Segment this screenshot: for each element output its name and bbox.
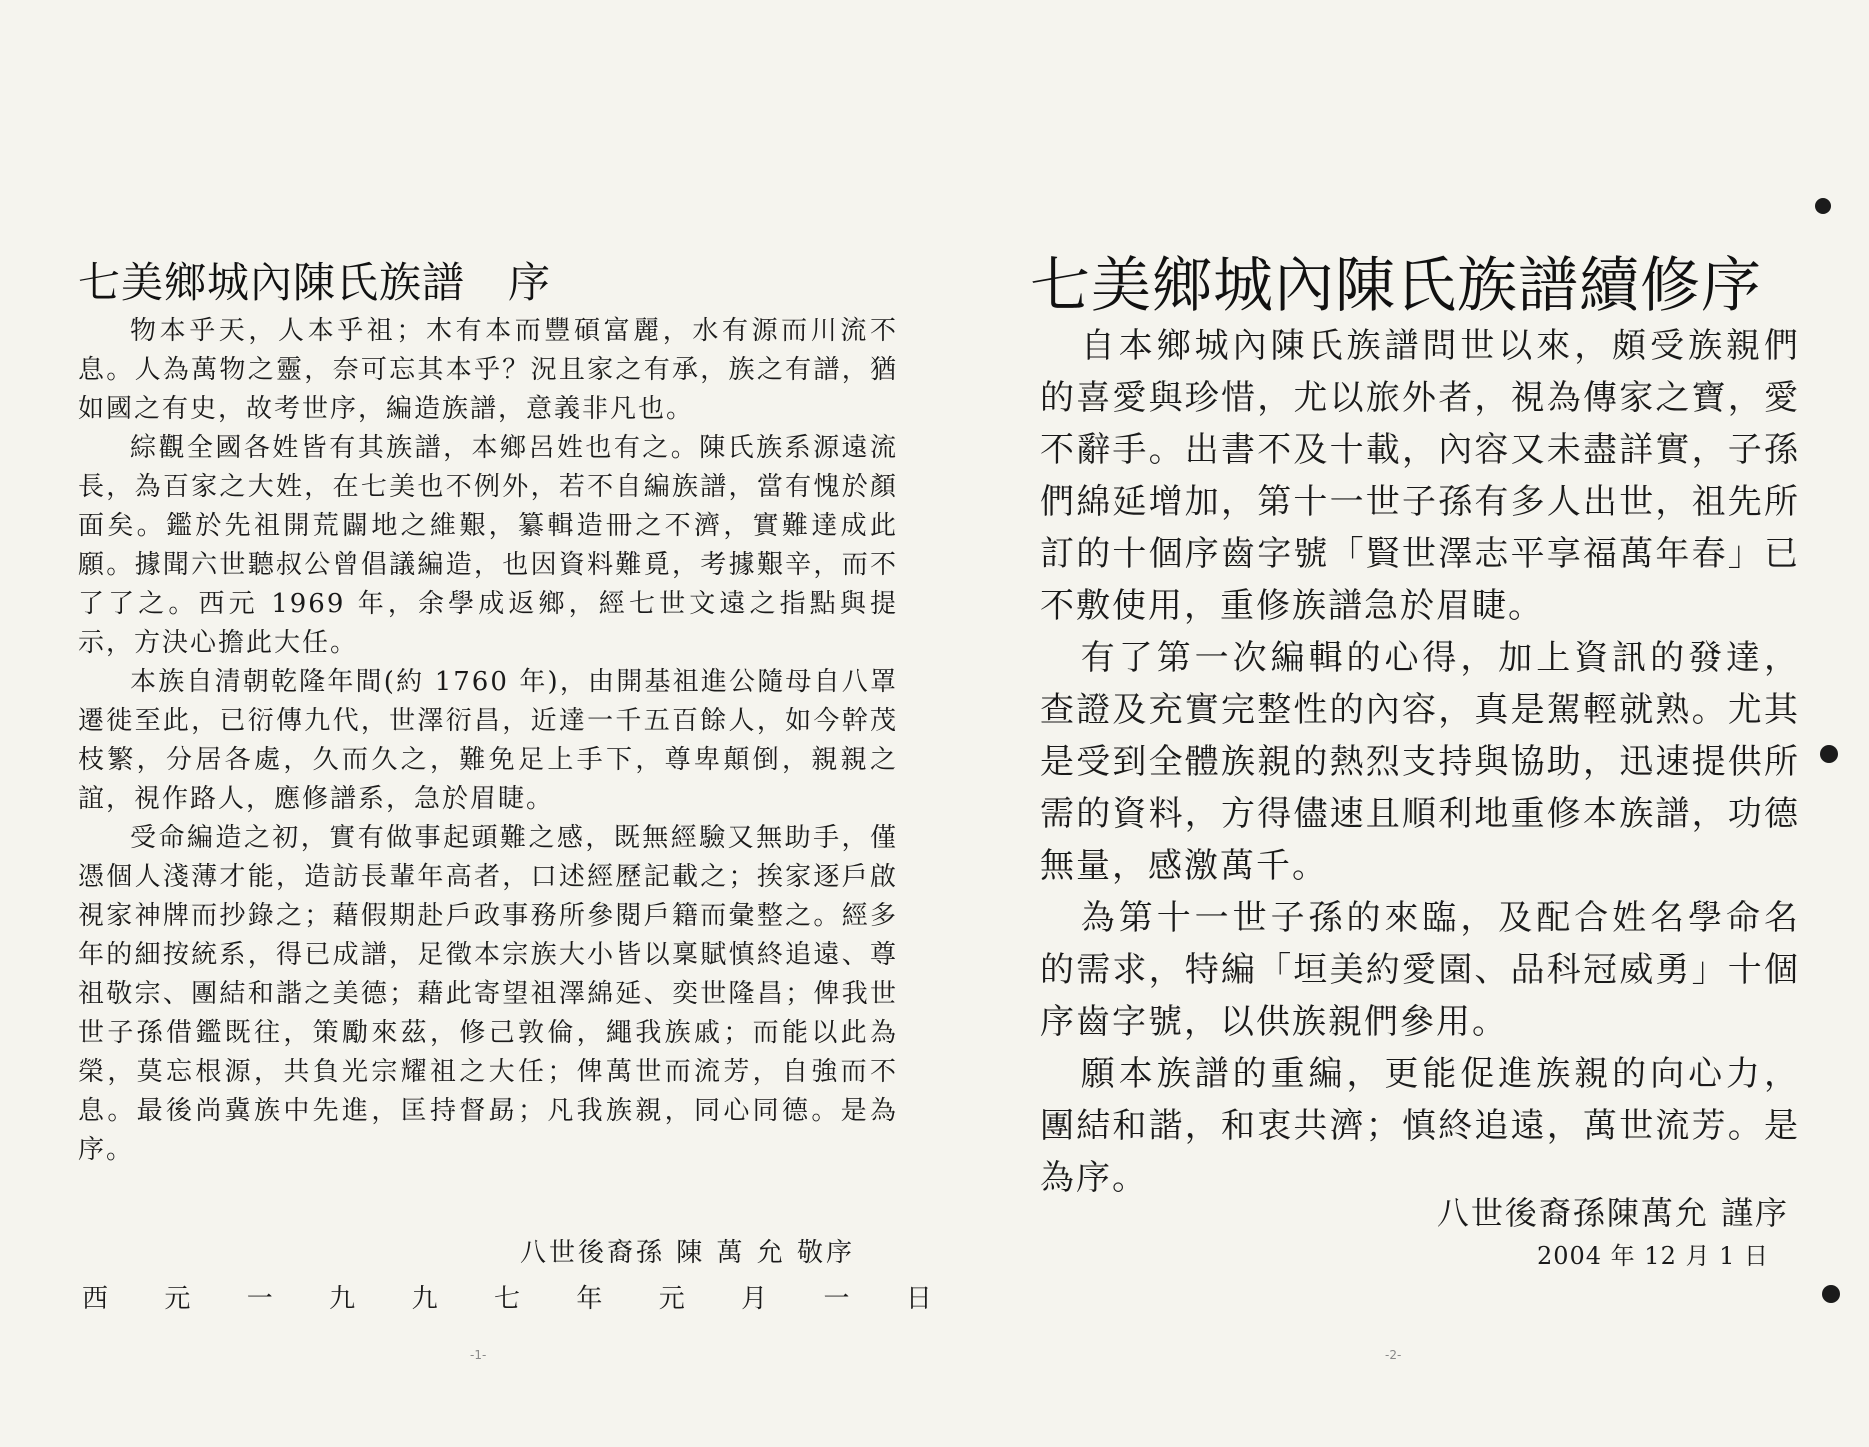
right-signature: 八世後裔孫陳萬允 謹序 xyxy=(1436,1194,1789,1232)
left-date-char: 月 xyxy=(741,1284,768,1314)
right-paragraph-1: 自本鄉城內陳氏族譜問世以來，頗受族親們的喜愛與珍惜，尤以旅外者，視為傳家之寶，愛不辭手。出書不及十載，內容又未盡詳實，子孫們綿延增加，第十一世子孫有多人出世，祖先所訂的十個序齒字號「賢世澤志平享福萬年春」已不敷使用，重修族譜急於眉睫。 xyxy=(1040,326,1800,626)
left-date-char: 元 xyxy=(164,1284,191,1314)
right-page xyxy=(980,0,1869,1447)
binder-hole-mark xyxy=(1820,745,1838,763)
left-signature: 八世後裔孫 陳 萬 允 敬序 xyxy=(520,1238,856,1268)
left-page-title: 七美鄉城內陳氏族譜 序 xyxy=(78,258,552,307)
left-date-char: 一 xyxy=(246,1284,273,1314)
left-paragraph-4: 受命編造之初，實有做事起頭難之感，既無經驗又無助手，僅憑個人淺薄才能，造訪長輩年高者，口述經歷記載之；挨家逐戶啟視家神牌而抄錄之；藉假期赴戶政事務所參閱戶籍而彙整之。經多年的細按統系，得已成譜，足徵本宗族大小皆以稟賦慎終追遠、尊祖敬宗、團結和諧之美德；藉此寄望祖澤綿延、奕世隆昌；俾我世世子孫借鑑既往，策勵來茲，修己敦倫，繩我族戚；而能以此為榮，莫忘根源，共負光宗耀祖之大任；俾萬世而流芳，自強而不息。最後尚冀族中先進，匡持督勗；凡我族親，同心同德。是為序。 xyxy=(78,823,898,1165)
binder-hole-mark xyxy=(1815,198,1831,214)
left-paragraph-2: 綜觀全國各姓皆有其族譜，本鄉呂姓也有之。陳氏族系源遠流長，為百家之大姓，在七美也不例外，若不自編族譜，當有愧於顏面矣。鑑於先祖開荒闢地之維艱，纂輯造冊之不濟，實難達成此願。據聞六世聽叔公曾倡議編造，也因資料難覓，考據艱辛，而不了了之。西元 1969 年，余學成返鄉，經七世文遠之指點與提示，方決心擔此大任。 xyxy=(78,433,898,658)
left-paragraph-1: 物本乎天，人本乎祖；木有本而豐碩富麗，水有源而川流不息。人為萬物之靈，奈可忘其本乎？況且家之有承，族之有譜，猶如國之有史，故考世序，編造族譜，意義非凡也。 xyxy=(78,316,898,424)
right-date: 2004 年 12 月 1 日 xyxy=(1536,1242,1769,1270)
left-paragraph-3: 本族自清朝乾隆年間(約 1760 年)，由開基祖進公隨母自八罩遷徙至此，已衍傳九代，世澤衍昌，近達一千五百餘人，如今幹茂枝繁，分居各處，久而久之，難免足上手下，尊卑顛倒，親親之誼，視作路人，應修譜系，急於眉睫。 xyxy=(78,667,898,814)
left-date-char: 九 xyxy=(329,1284,356,1314)
right-paragraph-2: 有了第一次編輯的心得，加上資訊的發達，查證及充實完整性的內容，真是駕輕就熟。尤其是受到全體族親的熱烈支持與協助，迅速提供所需的資料，方得儘速且順利地重修本族譜，功德無量，感激萬千。 xyxy=(1040,638,1800,886)
right-paragraph-3: 為第十一世子孫的來臨，及配合姓名學命名的需求，特編「垣美約愛園、品科冠威勇」十個序齒字號，以供族親們參用。 xyxy=(1040,898,1800,1042)
left-date-char: 西 xyxy=(82,1284,109,1314)
right-paragraph-4: 願本族譜的重編，更能促進族親的向心力，團結和諧，和衷共濟；慎終追遠，萬世流芳。是為序。 xyxy=(1040,1054,1800,1198)
left-date xyxy=(82,1278,932,1315)
left-page-number: -1- xyxy=(470,1348,487,1362)
right-page-body xyxy=(1040,320,1800,1204)
binder-hole-mark xyxy=(1822,1285,1840,1303)
left-date-char: 日 xyxy=(905,1284,932,1314)
right-page-title: 七美鄉城內陳氏族譜續修序 xyxy=(1030,251,1762,321)
left-date-char: 七 xyxy=(493,1284,520,1314)
left-page-body xyxy=(78,312,898,1170)
left-date-char: 年 xyxy=(576,1284,603,1314)
left-date-char: 九 xyxy=(411,1284,438,1314)
left-date-char: 一 xyxy=(823,1284,850,1314)
left-date-char: 元 xyxy=(658,1284,685,1314)
right-page-number: -2- xyxy=(1385,1348,1402,1362)
